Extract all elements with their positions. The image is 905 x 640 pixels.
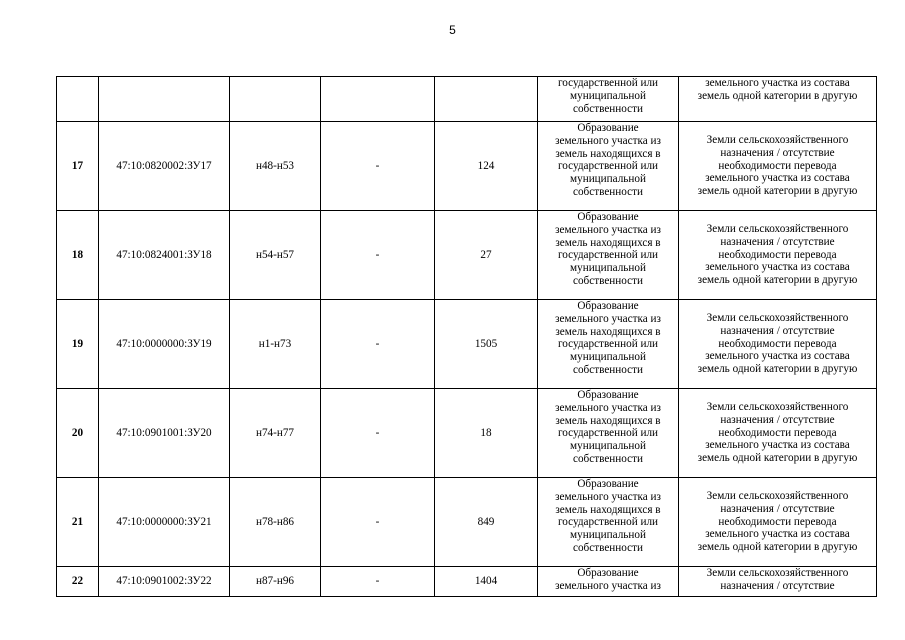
dash-cell: - [321,567,435,597]
area-cell: 1404 [435,567,538,597]
dash-cell: - [321,389,435,478]
number-cell: 17 [57,122,99,211]
points-cell: н74-н77 [230,389,321,478]
number-cell: 22 [57,567,99,597]
number-cell [57,77,99,122]
area-cell: 124 [435,122,538,211]
purpose-cell: Образование земельного участка из земель находящихся в государственной или муниципальной собственности [538,300,679,389]
points-cell: н1-н73 [230,300,321,389]
dash-cell: - [321,478,435,567]
number-cell: 18 [57,211,99,300]
area-cell: 27 [435,211,538,300]
points-cell: н78-н86 [230,478,321,567]
dash-cell: - [321,300,435,389]
purpose-cell: Образование земельного участка из земель находящихся в государственной или муниципальной собственности [538,211,679,300]
cadastral-cell: 47:10:0000000:ЗУ21 [99,478,230,567]
land-category-cell: Земли сельскохозяйственного назначения / отсутствие [679,567,877,597]
table-row [57,478,877,567]
dash-cell [321,77,435,122]
cadastral-cell [99,77,230,122]
purpose-cell: государственной или муниципальной собственности [538,77,679,122]
table-row-partial [57,567,877,597]
land-category-cell: Земли сельскохозяйственного назначения / отсутствие необходимости перевода земельного участка из состава земель одной категории в другую [679,122,877,211]
table-row [57,122,877,211]
land-category-cell: земельного участка из состава земель одной категории в другую [679,77,877,122]
points-cell: н87-н96 [230,567,321,597]
area-cell: 18 [435,389,538,478]
purpose-cell: Образование земельного участка из земель находящихся в государственной или муниципальной собственности [538,389,679,478]
area-cell [435,77,538,122]
number-cell: 20 [57,389,99,478]
purpose-cell: Образование земельного участка из земель находящихся в государственной или муниципальной собственности [538,122,679,211]
cadastral-cell: 47:10:0000000:ЗУ19 [99,300,230,389]
cadastral-cell: 47:10:0820002:ЗУ17 [99,122,230,211]
land-category-cell: Земли сельскохозяйственного назначения / отсутствие необходимости перевода земельного участка из состава земель одной категории в другую [679,300,877,389]
purpose-cell: Образование земельного участка из земель находящихся в государственной или муниципальной собственности [538,478,679,567]
cadastral-cell: 47:10:0901001:ЗУ20 [99,389,230,478]
page-number: 5 [449,23,456,37]
table-row [57,389,877,478]
dash-cell: - [321,211,435,300]
land-category-cell: Земли сельскохозяйственного назначения / отсутствие необходимости перевода земельного участка из состава земель одной категории в другую [679,478,877,567]
points-cell: н54-н57 [230,211,321,300]
points-cell: н48-н53 [230,122,321,211]
land-category-cell: Земли сельскохозяйственного назначения / отсутствие необходимости перевода земельного участка из состава земель одной категории в другую [679,389,877,478]
table-row [57,300,877,389]
area-cell: 849 [435,478,538,567]
number-cell: 19 [57,300,99,389]
table-row [57,211,877,300]
dash-cell: - [321,122,435,211]
cadastral-cell: 47:10:0901002:ЗУ22 [99,567,230,597]
table-row-continuation [57,77,877,122]
points-cell [230,77,321,122]
number-cell: 21 [57,478,99,567]
land-plots-table [56,76,877,597]
cadastral-cell: 47:10:0824001:ЗУ18 [99,211,230,300]
purpose-cell: Образование земельного участка из [538,567,679,597]
area-cell: 1505 [435,300,538,389]
land-category-cell: Земли сельскохозяйственного назначения / отсутствие необходимости перевода земельного участка из состава земель одной категории в другую [679,211,877,300]
